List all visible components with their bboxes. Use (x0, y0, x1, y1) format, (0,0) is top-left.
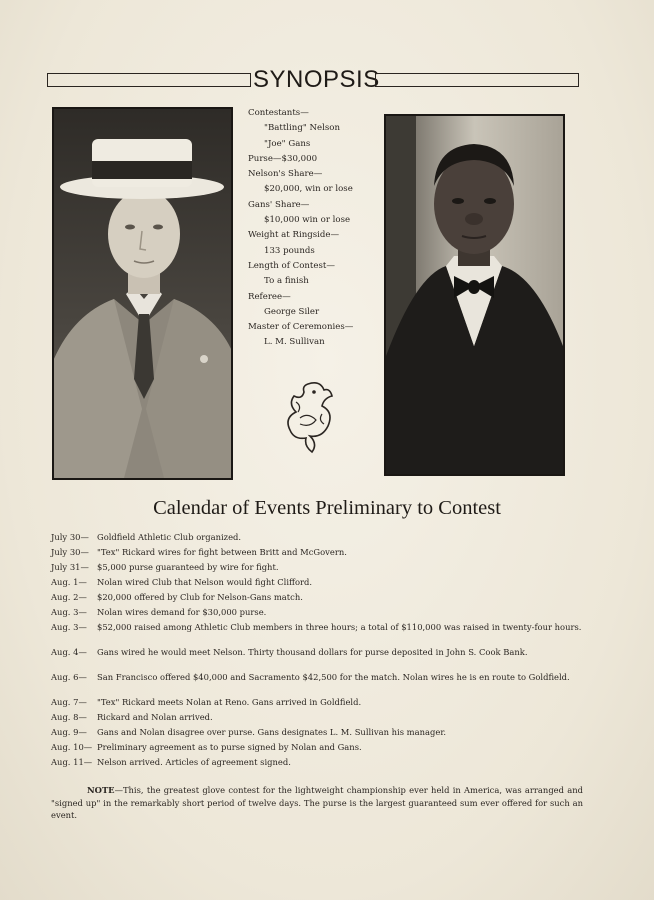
event-text: $20,000 offered by Club for Nelson-Gans match. (97, 592, 303, 602)
event-row (51, 757, 591, 768)
event-text: $5,000 purse guaranteed by wire for fight. (97, 562, 279, 572)
event-text: Nelson arrived. Articles of agreement signed. (97, 757, 291, 767)
referee-value: George Siler (264, 306, 320, 317)
gans-share-label: Gans' Share— (248, 199, 310, 210)
event-row (51, 577, 591, 588)
event-date: Aug. 9— (51, 727, 87, 737)
event-date: Aug. 8— (51, 712, 87, 722)
header-rule-left (47, 73, 251, 87)
contestants-label: Contestants— (248, 108, 309, 118)
event-text: Rickard and Nolan arrived. (97, 712, 213, 722)
event-row (51, 622, 591, 633)
event-date: Aug. 3— (51, 622, 87, 632)
weight-label: Weight at Ringside— (248, 230, 340, 241)
event-text: Goldfield Athletic Club organized. (97, 532, 242, 542)
photo-gans (384, 114, 565, 476)
synopsis-header (47, 68, 579, 94)
event-date: July 30— (51, 547, 89, 557)
event-row (51, 712, 591, 723)
calendar-title: Calendar of Events Preliminary to Contest (153, 497, 501, 519)
nelson-share-value: $20,000, win or lose (264, 184, 353, 195)
event-text: Nolan wired Club that Nelson would fight Clifford. (97, 577, 313, 587)
length-value: To a finish (264, 276, 309, 287)
weight-value: 133 pounds (264, 245, 315, 256)
event-text: $52,000 raised among Athletic Club members in three hours; a total of $110,000 was raised in twenty-four hours. (97, 622, 582, 632)
page-title: SYNOPSIS (253, 66, 380, 93)
event-date: July 30— (51, 532, 89, 542)
nelson-share-label: Nelson's Share— (248, 169, 323, 180)
event-date: Aug. 4— (51, 647, 87, 657)
event-date: July 31— (51, 562, 89, 572)
header-rule-right (375, 73, 579, 87)
event-date: Aug. 2— (51, 592, 87, 602)
event-row (51, 547, 591, 558)
event-row (51, 697, 591, 708)
event-row (51, 592, 591, 603)
mc-label: Master of Ceremonies— (248, 322, 354, 333)
event-date: Aug. 10— (51, 742, 93, 752)
event-text: Gans wired he would meet Nelson. Thirty thousand dollars for purse deposited in John S. Cook Bank. (97, 647, 528, 657)
event-date: Aug. 11— (51, 757, 93, 767)
contestant-1: "Battling" Nelson (264, 123, 340, 134)
event-date: Aug. 3— (51, 607, 87, 617)
event-text: Nolan wires demand for $30,000 purse. (97, 607, 267, 617)
event-row (51, 727, 591, 738)
length-label: Length of Contest— (248, 260, 335, 271)
event-row (51, 647, 591, 658)
event-text: Preliminary agreement as to purse signed by Nolan and Gans. (97, 742, 362, 752)
event-text: "Tex" Rickard wires for fight between Britt and McGovern. (97, 547, 347, 557)
event-date: Aug. 7— (51, 697, 87, 707)
purse-line: Purse—$30,000 (248, 153, 318, 164)
event-row (51, 532, 591, 543)
referee-label: Referee— (248, 291, 291, 302)
event-date: Aug. 1— (51, 577, 87, 587)
contestant-2: "Joe" Gans (264, 138, 311, 149)
note-label: NOTE (87, 785, 115, 795)
event-row (51, 607, 591, 618)
event-row (51, 562, 591, 573)
synopsis-details (248, 106, 378, 351)
event-row (51, 742, 591, 753)
gans-share-value: $10,000 win or lose (264, 215, 351, 226)
photo-nelson (52, 107, 233, 480)
note-text: —This, the greatest glove contest for the lightweight championship ever held in America, was arranged and "signed up" in the remarkably short period of twelve days. The purse is the largest guaranteed sum ever offered for such an event. (51, 785, 583, 820)
event-text: San Francisco offered $40,000 and Sacramento $42,500 for the match. Nolan wires he is en route to Goldfield. (97, 672, 570, 682)
note-paragraph (51, 784, 583, 822)
event-text: "Tex" Rickard meets Nolan at Reno. Gans arrived in Goldfield. (97, 697, 362, 707)
event-row (51, 672, 591, 683)
griffin-ornament-icon (278, 376, 338, 456)
event-date: Aug. 6— (51, 672, 87, 682)
event-text: Gans and Nolan disagree over purse. Gans designates L. M. Sullivan his manager. (97, 727, 447, 737)
mc-value: L. M. Sullivan (264, 337, 325, 348)
